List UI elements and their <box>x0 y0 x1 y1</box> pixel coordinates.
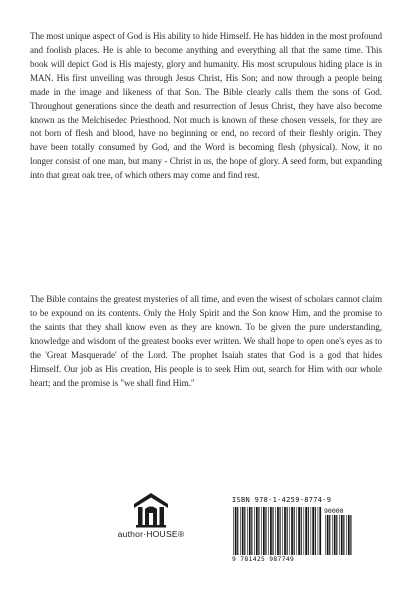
barcode-bar <box>312 507 314 555</box>
barcode-bar <box>251 507 252 555</box>
barcode-bar <box>341 515 343 555</box>
barcode-bar <box>332 515 333 555</box>
barcode-bar <box>334 515 336 555</box>
barcode-bar <box>249 507 251 555</box>
barcode-digits: 9 781425 987749 <box>232 556 295 563</box>
barcode-bar <box>346 515 347 555</box>
isbn-barcode <box>232 496 354 570</box>
barcode-bar <box>294 507 295 555</box>
barcode-bar <box>327 515 329 555</box>
barcode-bar <box>289 507 290 555</box>
barcode-bar <box>350 515 351 555</box>
blurb-paragraph-2: The Bible contains the greatest mysteries of all time, and even the wisest of scholars cannot claim to be expound on its contents. Only the Holy Spirit and the Son know Him, and the promise to the saints that they shall know even as they are known. To be given the pure understanding, knowledge and wisdom of the greatest books ever written. We shall hope to open one's eyes as to the 'Great Masquerade' of the Lord. The prophet Isaiah states that God is a god that hides Himself. Our job as His creation, His people is to seek Him out, search for Him with our whole heart; and the promise is "we shall find Him." <box>30 294 382 388</box>
barcode-bar <box>261 507 262 555</box>
barcode-bar <box>305 507 307 555</box>
barcode-bar <box>265 507 266 555</box>
barcode-bar <box>311 507 312 555</box>
publisher-logo <box>108 489 194 549</box>
barcode-bar <box>244 507 245 555</box>
barcode-bars <box>232 507 322 555</box>
barcode-bar <box>301 507 302 555</box>
barcode-bar <box>272 507 273 555</box>
barcode-bar <box>268 507 269 555</box>
barcode-bar <box>336 515 337 555</box>
barcode-bar <box>242 507 244 555</box>
barcode-bar <box>291 507 293 555</box>
barcode-bar <box>298 507 300 555</box>
barcode-bar <box>308 507 309 555</box>
barcode-bar <box>240 507 241 555</box>
barcode-bar <box>280 507 281 555</box>
publisher-name: author·HOUSE® <box>117 529 185 539</box>
barcode-bar <box>343 515 344 555</box>
barcode-bar <box>296 507 297 555</box>
barcode-bar <box>329 515 330 555</box>
barcode-bar <box>277 507 279 555</box>
barcode-bar <box>315 507 316 555</box>
price-code: 90000 <box>324 507 344 515</box>
blurb-paragraph-1: The most unique aspect of God is His ability to hide Himself. He has hidden in the most profound and foolish places. He is able to become anything and everything all that the same time. This book will depict God is His majesty, glory and humanity. His most scrupulous hiding place is in MAN. His first unveiling was through Jesus Christ, His Son; and now through a people being made in the image and likeness of that Son. The Bible clearly calls them the sons of God. Throughout generations since the death and resurrection of Jesus Christ, they have also become known as the Melchisedec Priesthood. Not much is known of these chosen vessels, for they are not born of flesh and blood, have no beginning or end, no record of their fleshly origin. They have been totally consumed by God, and the Word is becoming flesh (physical). Now, it no longer consist of one man, but many - Christ in us, the hope of glory. A seed form, but expanding into that great oak tree, of which others may come and find rest. <box>30 31 382 181</box>
barcode-bar <box>325 515 326 555</box>
barcode-bar <box>258 507 259 555</box>
barcode-bar <box>237 507 238 555</box>
barcode-bar <box>263 507 265 555</box>
barcode-bar <box>275 507 276 555</box>
barcode-bar <box>254 507 255 555</box>
barcode-bar <box>270 507 272 555</box>
barcode-bar <box>282 507 283 555</box>
barcode-bar <box>247 507 248 555</box>
authorhouse-arch-logo-icon <box>131 489 171 529</box>
barcode-bar <box>284 507 286 555</box>
barcode-bar <box>287 507 288 555</box>
barcode-bar <box>318 507 319 555</box>
barcode-bar <box>339 515 340 555</box>
barcode-bar <box>233 507 234 555</box>
barcode-bar <box>319 507 321 555</box>
isbn-label: ISBN 978-1-4259-8774-9 <box>232 496 332 504</box>
barcode-bar <box>304 507 305 555</box>
barcode-bar <box>256 507 258 555</box>
barcode-bar <box>235 507 237 555</box>
barcode-bar <box>348 515 350 555</box>
